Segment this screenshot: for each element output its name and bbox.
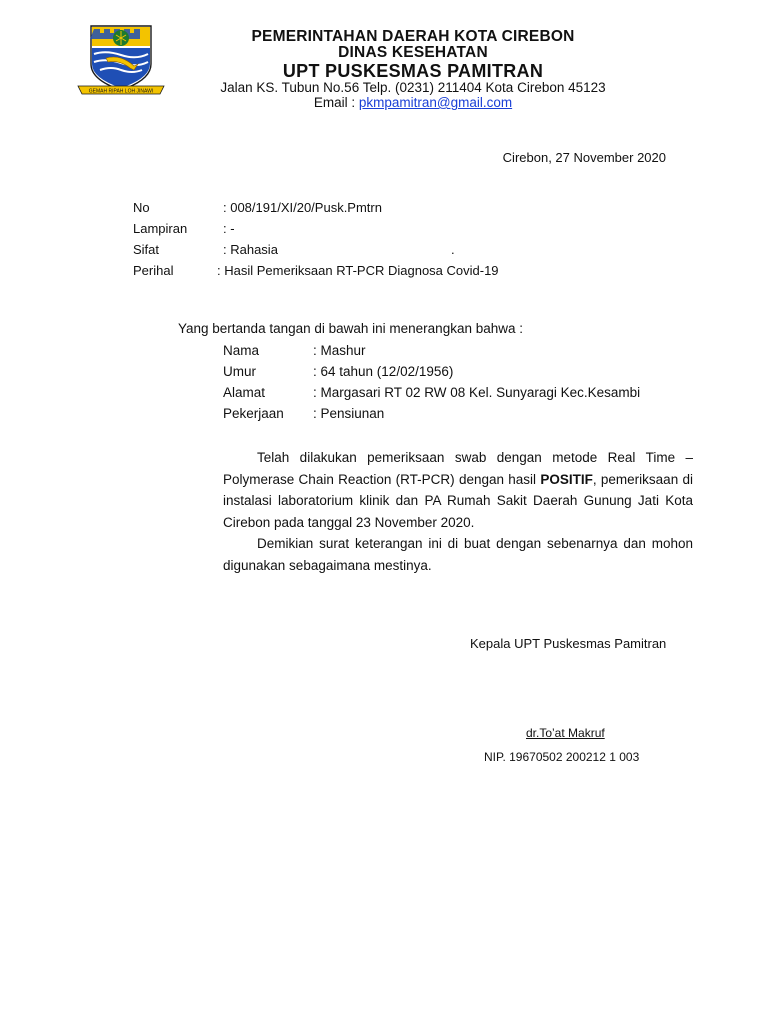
identity-value: : Margasari RT 02 RW 08 Kel. Sunyaragi Kec.Kesambi <box>313 385 641 400</box>
result-paragraph <box>223 447 693 533</box>
letterhead-address: Jalan KS. Tubun No.56 Telp. (0231) 211404 Kota Cirebon 45123 <box>220 80 606 95</box>
signatory-nip: NIP. 19670502 200212 1 003 <box>484 750 640 764</box>
letterhead-email-line <box>180 95 646 110</box>
letterhead-institution: UPT PUSKESMAS PAMITRAN <box>282 61 544 81</box>
meta-value: : Hasil Pemeriksaan RT-PCR Diagnosa Covid-19 <box>217 263 499 278</box>
identity-value: : 64 tahun (12/02/1956) <box>313 364 454 379</box>
identity-label: Alamat <box>223 385 266 400</box>
meta-value: : - <box>223 221 235 236</box>
meta-label: Perihal <box>133 263 174 278</box>
result-text-after: , pemeriksaan di instalasi laboratorium klinik dan PA Rumah Sakit Daerah Gunung Jati Kota Cirebon pada tanggal 23 November 2020. <box>223 471 693 530</box>
identity-label: Pekerjaan <box>223 406 284 421</box>
intro-statement: Yang bertanda tangan di bawah ini menerangkan bahwa : <box>178 321 524 336</box>
meta-label: Sifat <box>133 242 160 257</box>
letterhead-department: DINAS KESEHATAN <box>338 44 488 61</box>
meta-value: : 008/191/XI/20/Pusk.Pmtrn <box>223 200 382 215</box>
result-positive: POSITIF <box>540 471 593 487</box>
identity-label: Nama <box>223 343 260 358</box>
identity-value: : Mashur <box>313 343 366 358</box>
identity-label: Umur <box>223 364 256 379</box>
meta-label: No <box>133 200 150 215</box>
signatory-title: Kepala UPT Puskesmas Pamitran <box>470 636 667 651</box>
closing-paragraph: Demikian surat keterangan ini di buat dengan sebenarnya dan mohon digunakan sebagaimana mestinya. <box>223 536 693 573</box>
letter-date: Cirebon, 27 November 2020 <box>502 150 666 165</box>
result-text-before: Telah dilakukan pemeriksaan swab dengan metode Real Time – Polymerase Chain Reaction (RT-PCR) dengan hasil <box>223 450 693 487</box>
letterhead-government: PEMERINTAHAN DAERAH KOTA CIREBON <box>251 28 575 45</box>
meta-value: : Rahasia <box>223 242 278 257</box>
email-label: Email : <box>313 95 359 110</box>
signatory-name: dr.To’at Makruf <box>526 726 605 740</box>
meta-trailing-dot: . <box>451 242 455 257</box>
cirebon-emblem-logo <box>76 24 166 98</box>
meta-label: Lampiran <box>133 221 188 236</box>
identity-value: : Pensiunan <box>313 406 385 421</box>
svg-text:GEMAH RIPAH LOH JINAWI: GEMAH RIPAH LOH JINAWI <box>88 88 154 95</box>
email-link[interactable]: pkmpamitran@gmail.com <box>358 95 513 110</box>
